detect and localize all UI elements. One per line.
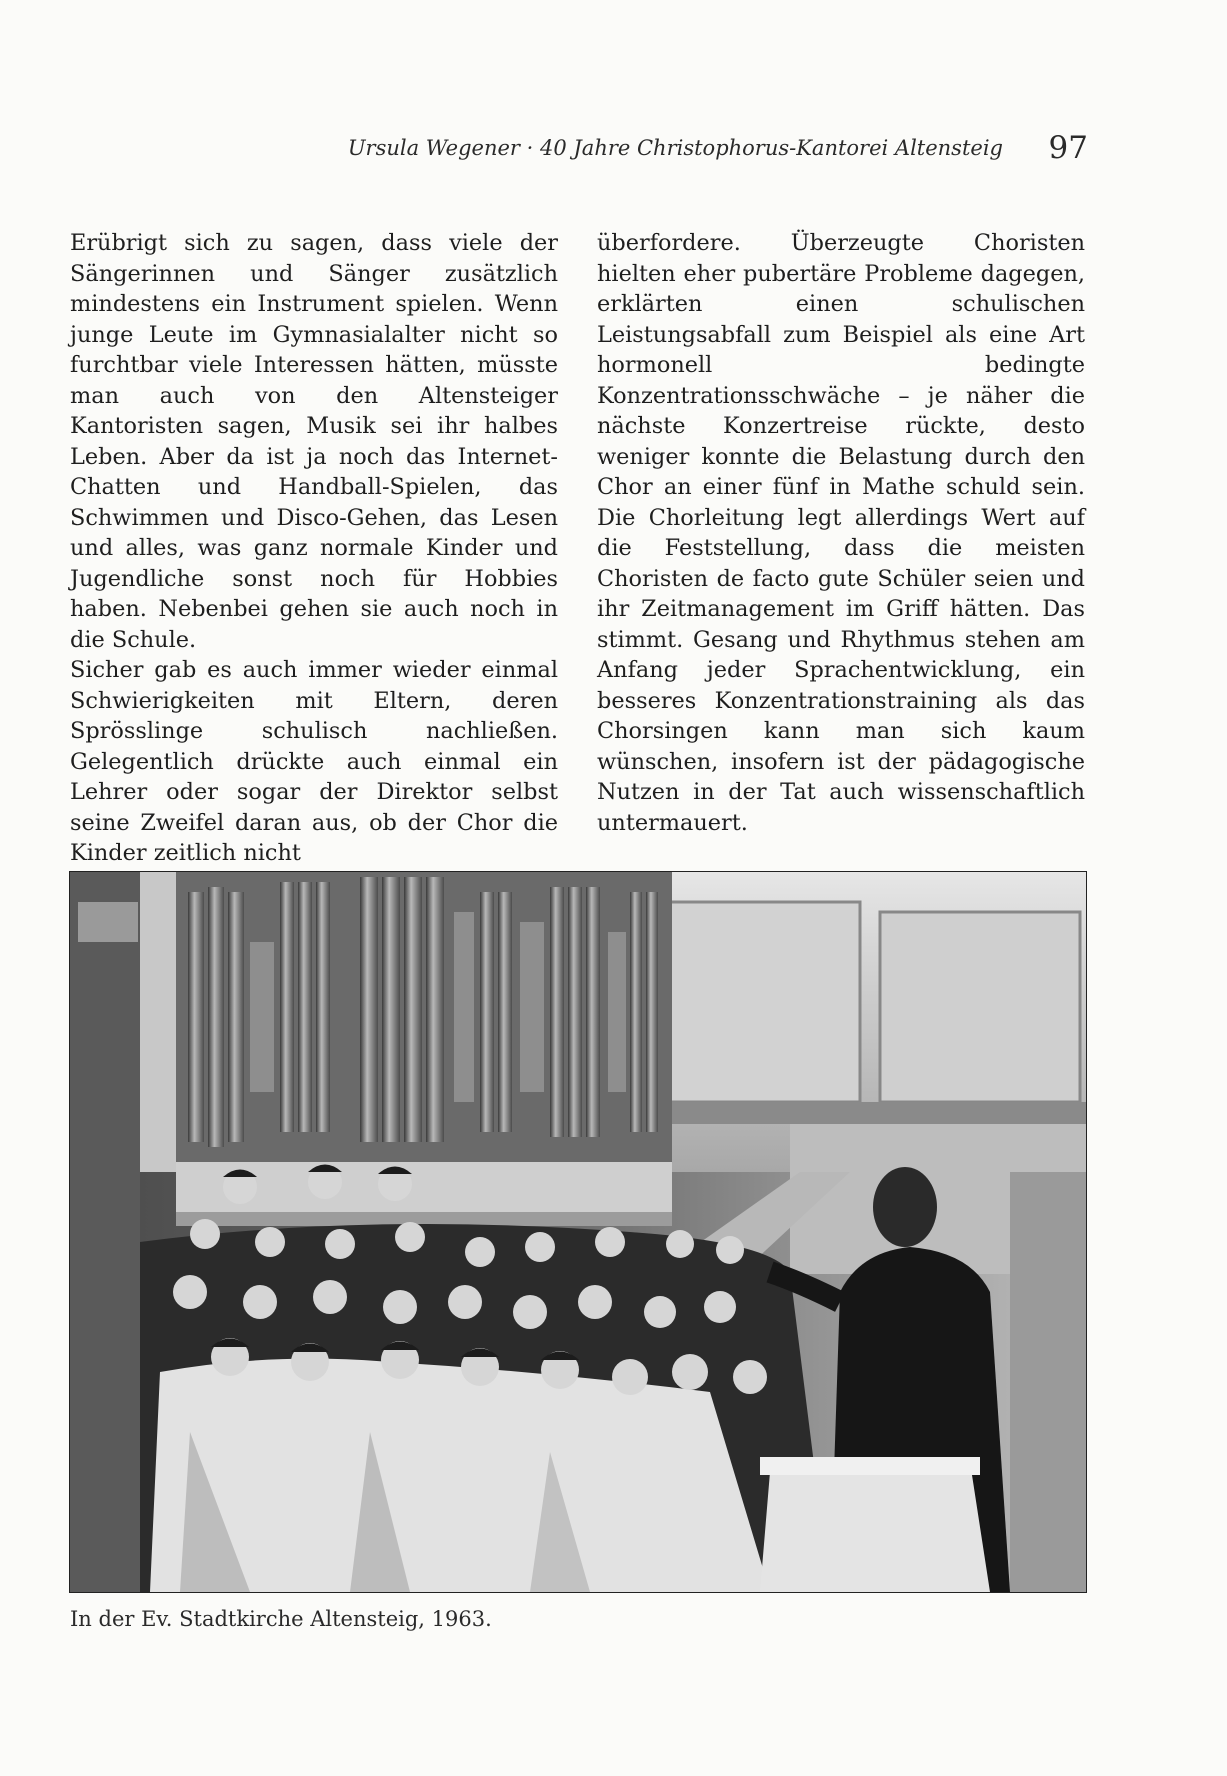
paragraph: Sicher gab es auch immer wieder einmal Schwierigkeiten mit Eltern, deren Sprösslinge schulisch nachließen. Gelegentlich drückte auch einmal ein Lehrer oder sogar der Direktor selbst seine Zweifel daran aus, ob der Chor die Kinder zeitlich nicht — [70, 657, 558, 866]
paragraph: überfordere. Überzeugte Choristen hielten eher pubertäre Probleme dagegen, erklärten einen schulischen Leistungsabfall zum Beispiel als eine Art hormonell bedingte Konzentrationsschwäche – je näher die nächste Konzertreise rückte, desto weniger konnte die Belastung durch den Chor an einer fünf in Mathe schuld sein. Die Chorleitung legt allerdings Wert auf die Feststellung, dass die meisten Choristen de facto gute Schüler seien und ihr Zeitmanagement im Griff hätten. Das stimmt. Gesang und Rhythmus stehen am Anfang jeder Sprachentwicklung, ein besseres Konzentrationstraining als das Chorsingen kann man sich kaum wünschen, insofern ist der pädagogische Nutzen in der Tat auch wissenschaftlich untermauert. — [597, 230, 1085, 836]
choir-photograph — [70, 872, 1086, 1592]
page-number: 97 — [1048, 130, 1088, 166]
running-title: Ursula Wegener · 40 Jahre Christophorus-Kantorei Altensteig — [347, 136, 1003, 160]
running-head — [70, 130, 1088, 170]
text-column-left — [70, 228, 558, 869]
paragraph: Erübrigt sich zu sagen, dass viele der Sängerinnen und Sänger zusätzlich mindestens ein Instrument spielen. Wenn junge Leute im Gymnasialalter nicht so furchtbar viele Interessen hätten, müsste man auch von den Altensteiger Kantoristen sagen, Musik sei ihr halbes Leben. Aber da ist ja noch das Internet-Chatten und Handball-Spielen, das Schwimmen und Disco-Gehen, das Lesen und alles, was ganz normale Kinder und Jugendliche sonst noch für Hobbies haben. Nebenbei gehen sie auch noch in die Schule. — [70, 230, 558, 653]
figure-caption: In der Ev. Stadtkirche Altensteig, 1963. — [70, 1607, 492, 1631]
text-column-right — [597, 228, 1085, 838]
